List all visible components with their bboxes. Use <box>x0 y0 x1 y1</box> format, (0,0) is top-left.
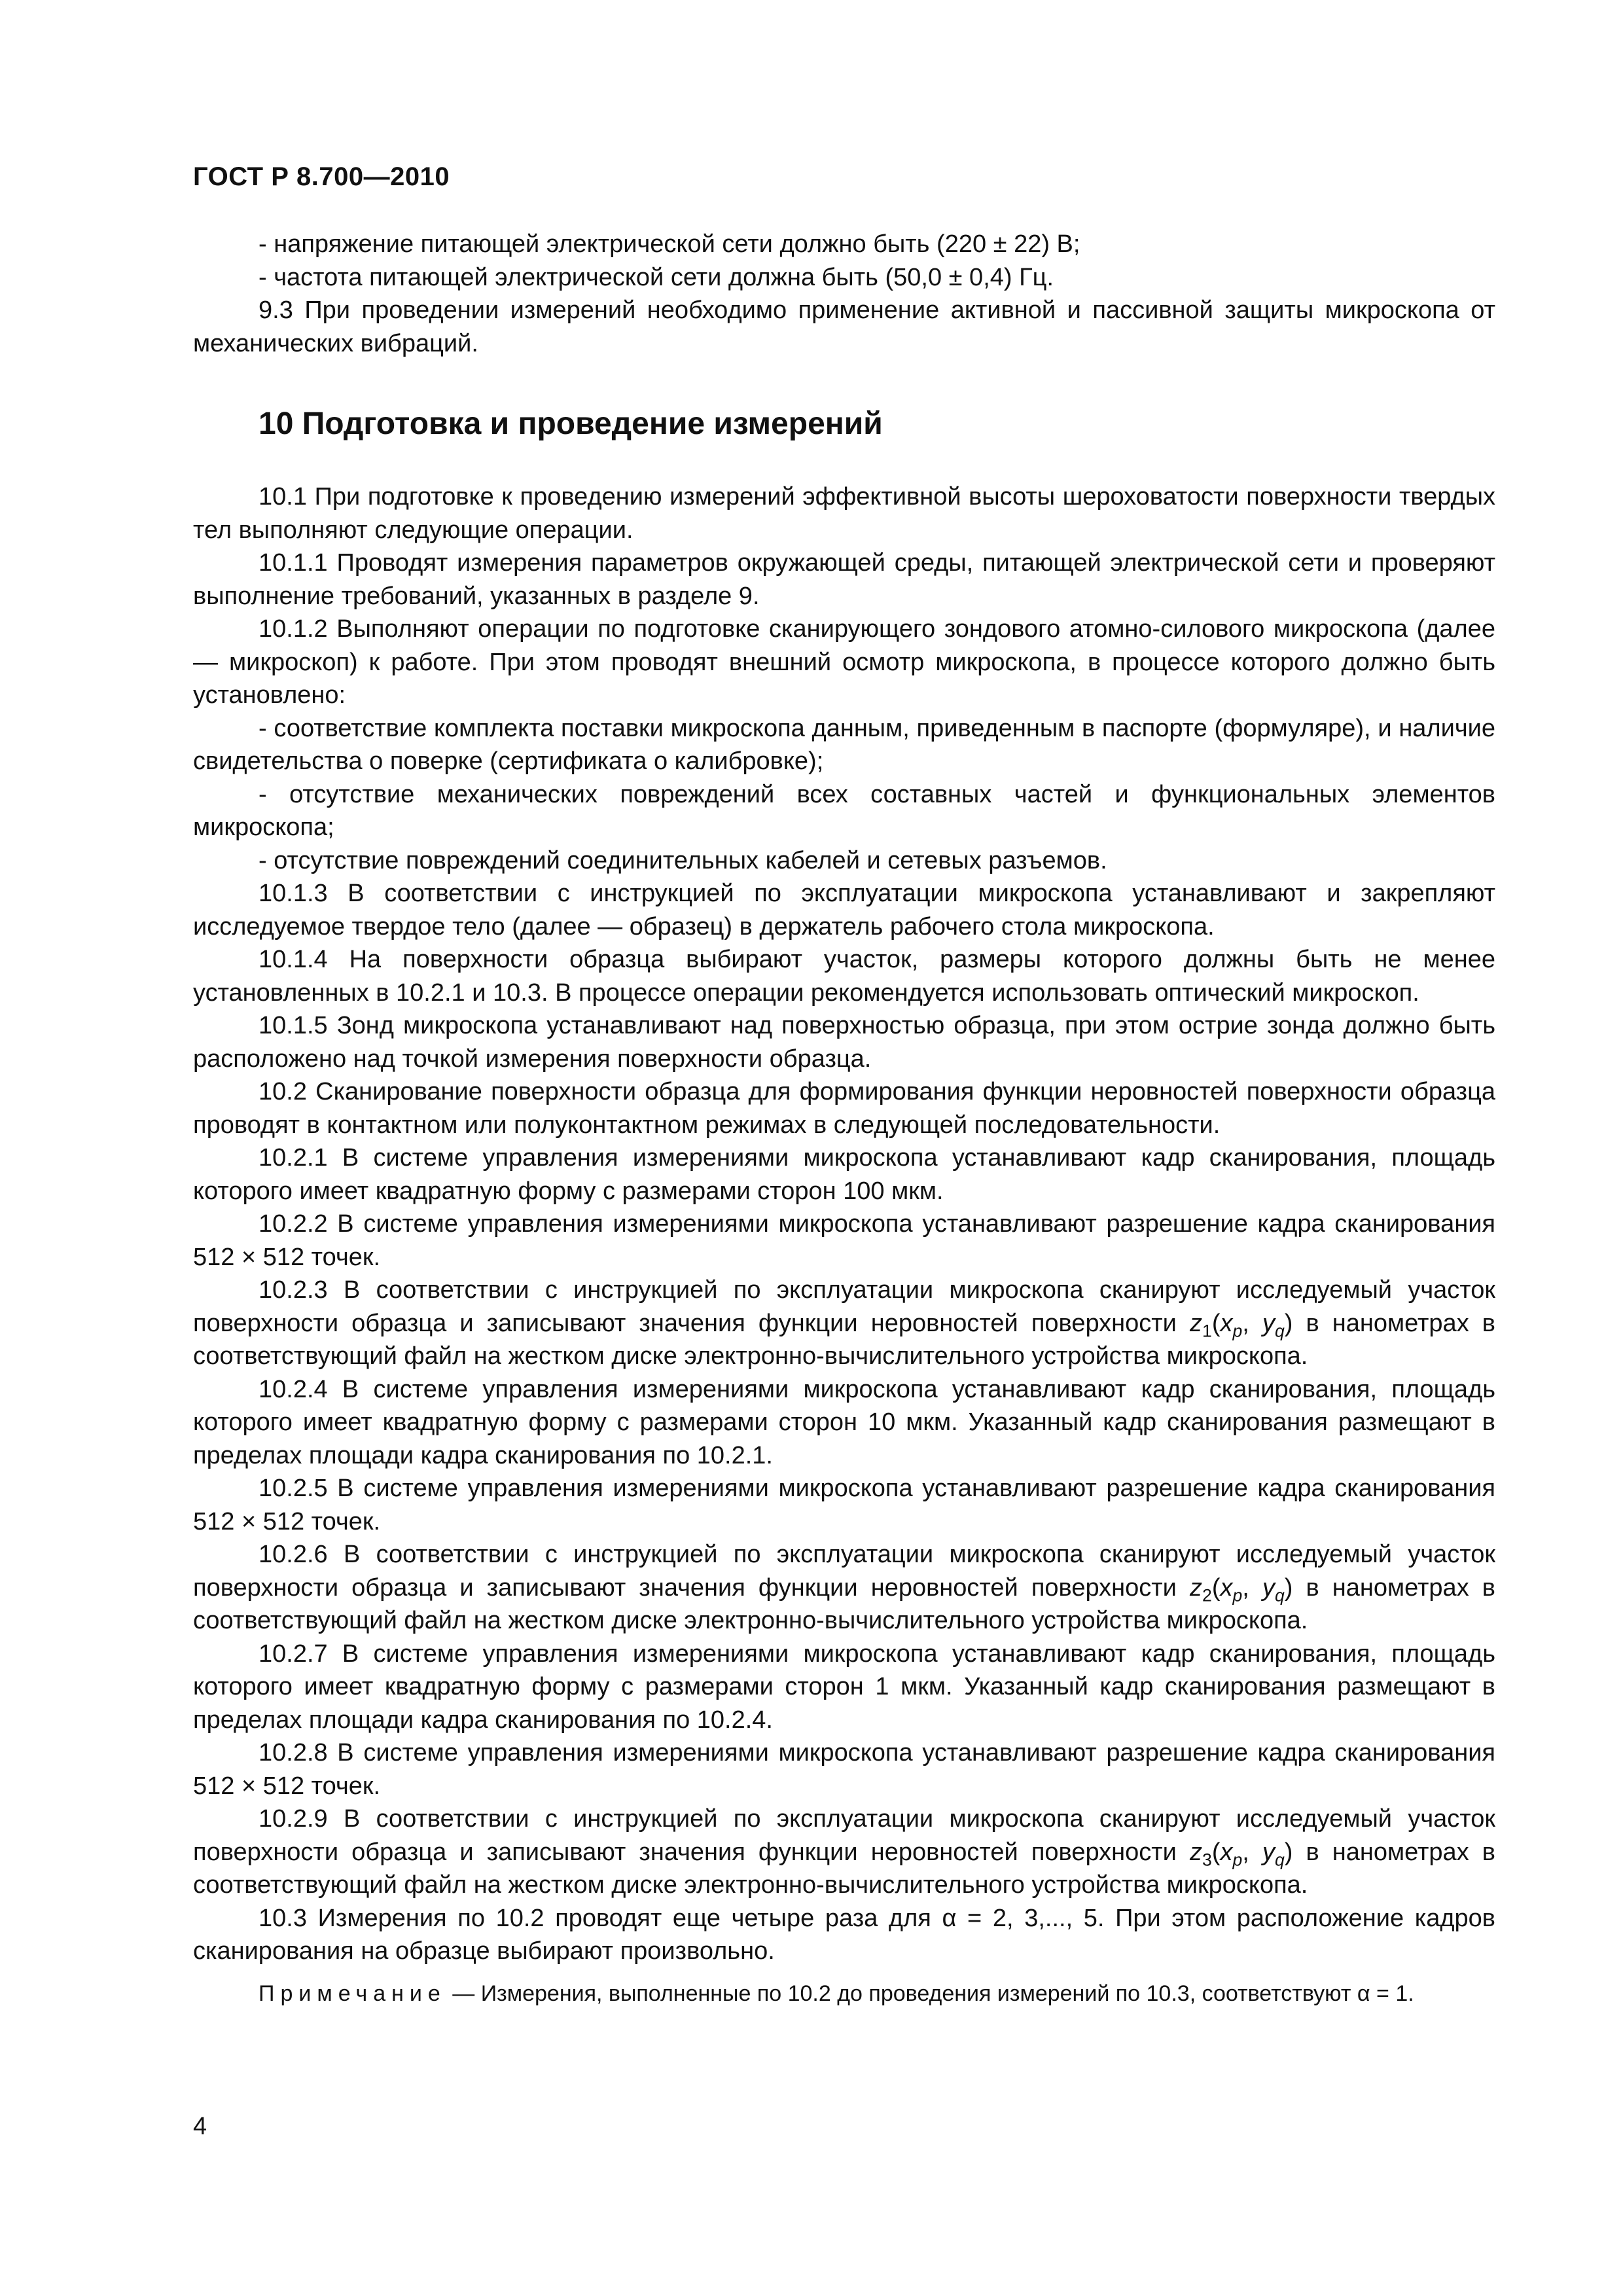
formula-z1: $z_1(x_p$, $y_q$) <box>1190 1309 1293 1341</box>
note-text: — Измерения, выполненные по 10.2 до проведения измерений по 10.3, соответствуют α = 1. <box>446 1981 1414 2006</box>
paragraph: 10.2.5 В системе управления измерениями микроскопа устанавливают разрешение кадра сканирования 512 × 512 точек. <box>193 1475 1495 1535</box>
note-label: Примечание <box>259 1981 446 2006</box>
paragraph: 10.2.8 В системе управления измерениями микроскопа устанавливают разрешение кадра сканирования 512 × 512 точек. <box>193 1739 1495 1800</box>
formula-z3: $z_3(x_p$, $y_q$) <box>1190 1838 1293 1870</box>
formula-z2: $z_2(x_p$, $y_q$) <box>1190 1573 1293 1605</box>
list-item: - соответствие комплекта поставки микроскопа данным, приведенным в паспорте (формуляре), и наличие свидетельства о поверке (сертификата о калибровке); <box>193 714 1495 775</box>
paragraph-10-2-9: 10.2.9 В соответствии с инструкцией по эксплуатации микроскопа сканируют исследуемый участок поверхности образца и записывают значения функции неровностей поверхности $z_3(x_p$, $y_q$) в нанометрах в соответствующий файл на жестком диске электронно-вычислительного устройства микроскопа. <box>193 1805 1495 1899</box>
paragraph: 10.2.1 В системе управления измерениями микроскопа устанавливают кадр сканирования, площадь которого имеет квадратную форму с размерами сторон 100 мкм. <box>193 1144 1495 1205</box>
list-item: - отсутствие повреждений соединительных кабелей и сетевых разъемов. <box>259 846 1107 874</box>
page-number: 4 <box>193 2113 207 2140</box>
paragraph: 10.1.5 Зонд микроскопа устанавливают над поверхностью образца, при этом острие зонда должно быть расположено над точкой измерения поверхности образца. <box>193 1012 1495 1073</box>
document-body <box>193 228 1495 2009</box>
paragraph: 10.1.3 В соответствии с инструкцией по эксплуатации микроскопа устанавливают и закрепляют исследуемое твердое тело (далее — образец) в держатель рабочего стола микроскопа. <box>193 880 1495 941</box>
paragraph: 10.1.1 Проводят измерения параметров окружающей среды, питающей электрической сети и проверяют выполнение требований, указанных в разделе 9. <box>193 549 1495 610</box>
intro-line: 9.3 При проведении измерений необходимо применение активной и пассивной защиты микроскопа от механических вибраций. <box>193 296 1495 357</box>
paragraph: 10.2.4 В системе управления измерениями микроскопа устанавливают кадр сканирования, площадь которого имеет квадратную форму с размерами сторон 10 мкм. Указанный кадр сканирования размещают в пределах площади кадра сканирования по 10.2.1. <box>193 1375 1495 1469</box>
paragraph: 10.1.4 На поверхности образца выбирают участок, размеры которого должны быть не менее установленных в 10.2.1 и 10.3. В процессе операции рекомендуется использовать оптический микроскоп. <box>193 946 1495 1007</box>
paragraph: 10.2.7 В системе управления измерениями микроскопа устанавливают кадр сканирования, площадь которого имеет квадратную форму с размерами сторон 1 мкм. Указанный кадр сканирования размещают в пределах площади кадра сканирования по 10.2.4. <box>193 1640 1495 1734</box>
paragraph: 10.2.2 В системе управления измерениями микроскопа устанавливают разрешение кадра сканирования 512 × 512 точек. <box>193 1210 1495 1271</box>
list-item: - отсутствие механических повреждений всех составных частей и функциональных элементов микроскопа; <box>193 780 1495 841</box>
paragraph-10-2-6: 10.2.6 В соответствии с инструкцией по эксплуатации микроскопа сканируют исследуемый участок поверхности образца и записывают значения функции неровностей поверхности $z_2(x_p$, $y_q$) в нанометрах в соответствующий файл на жестком диске электронно-вычислительного устройства микроскопа. <box>193 1541 1495 1634</box>
paragraph: 10.2 Сканирование поверхности образца для формирования функции неровностей поверхности образца проводят в контактном или полуконтактном режимах в следующей последовательности. <box>193 1078 1495 1139</box>
document-header: ГОСТ Р 8.700—2010 <box>193 162 450 191</box>
paragraph-10-2-3: 10.2.3 В соответствии с инструкцией по эксплуатации микроскопа сканируют исследуемый участок поверхности образца и записывают значения функции неровностей поверхности $z_1(x_p$, $y_q$) в нанометрах в соответствующий файл на жестком диске электронно-вычислительного устройства микроскопа. <box>193 1276 1495 1370</box>
intro-line: - частота питающей электрической сети должна быть (50,0 ± 0,4) Гц. <box>259 263 1054 291</box>
section-title: 10 Подготовка и проведение измерений <box>259 406 883 441</box>
paragraph: 10.1 При подготовке к проведению измерений эффективной высоты шероховатости поверхности твердых тел выполняют следующие операции. <box>193 483 1495 544</box>
paragraph: 10.1.2 Выполняют операции по подготовке сканирующего зондового атомно-силового микроскопа (далее — микроскоп) к работе. При этом проводят внешний осмотр микроскопа, в процессе которого должно быть установлено: <box>193 615 1495 709</box>
note <box>193 1979 1495 2009</box>
paragraph: 10.3 Измерения по 10.2 проводят еще четыре раза для α = 2, 3,..., 5. При этом расположение кадров сканирования на образце выбирают произвольно. <box>193 1904 1495 1965</box>
intro-line: - напряжение питающей электрической сети должно быть (220 ± 22) В; <box>259 230 1080 258</box>
